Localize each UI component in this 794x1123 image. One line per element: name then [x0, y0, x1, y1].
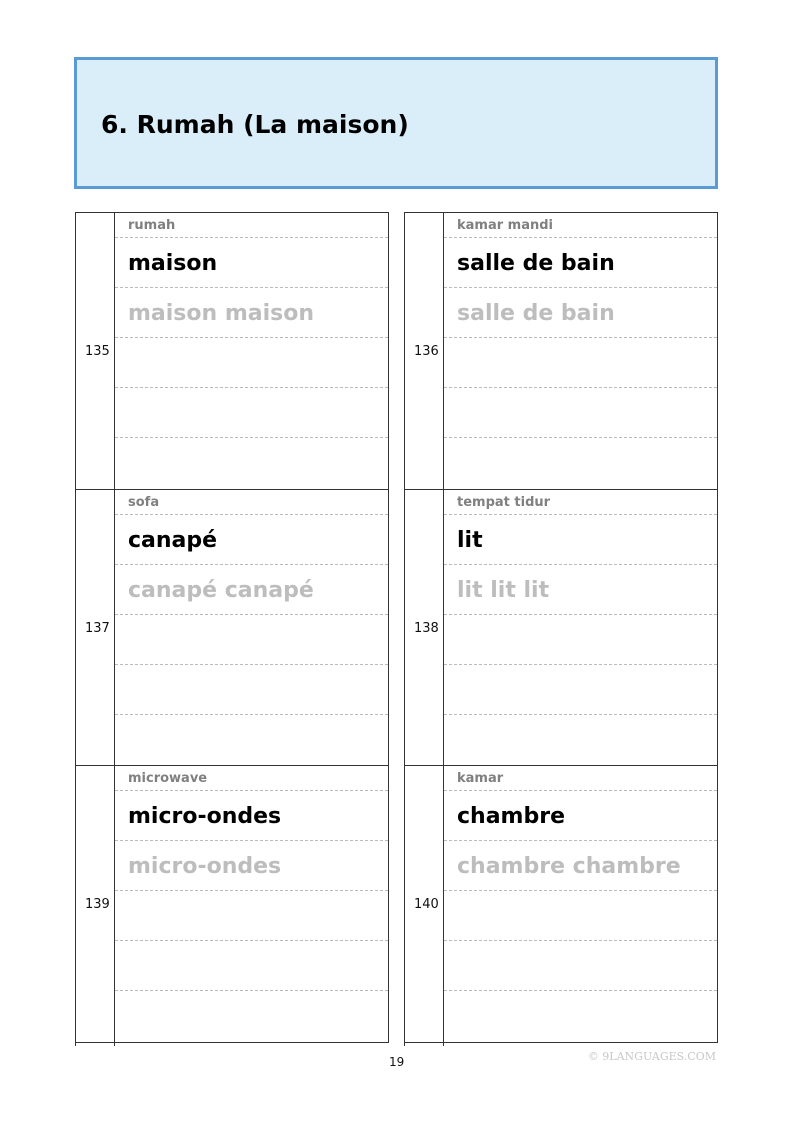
vocab-card	[75, 212, 389, 489]
writing-rows	[115, 490, 388, 766]
blank-writing-line	[115, 438, 388, 488]
page-number: 19	[389, 1055, 405, 1069]
card-number: 137	[85, 621, 110, 636]
blank-writing-line	[444, 388, 717, 438]
trace-row	[444, 841, 717, 891]
hint-word: sofa	[128, 495, 160, 510]
hint-row	[444, 490, 717, 515]
trace-row	[115, 841, 388, 891]
vocab-card	[75, 489, 389, 766]
table-tick	[404, 1042, 405, 1046]
blank-writing-line	[444, 665, 717, 715]
target-word: salle de bain	[457, 251, 615, 276]
vocab-card	[404, 212, 718, 489]
word-row	[444, 791, 717, 841]
hint-word: kamar mandi	[457, 218, 554, 233]
word-row	[115, 791, 388, 841]
blank-writing-line	[115, 715, 388, 765]
trace-word: maison maison	[128, 301, 315, 326]
vocab-card	[404, 489, 718, 766]
word-row	[444, 515, 717, 565]
vocab-card	[404, 765, 718, 1043]
chapter-title: 6. Rumah (La maison)	[101, 110, 409, 139]
target-word: micro-ondes	[128, 804, 282, 829]
card-number-column	[405, 766, 444, 1042]
table-tick	[443, 1042, 444, 1046]
hint-row	[444, 766, 717, 791]
word-row	[115, 238, 388, 288]
hint-word: microwave	[128, 771, 208, 786]
blank-writing-line	[444, 338, 717, 388]
word-row	[115, 515, 388, 565]
writing-rows	[115, 213, 388, 489]
trace-word: salle de bain	[457, 301, 615, 326]
blank-writing-line	[115, 615, 388, 665]
hint-word: rumah	[128, 218, 176, 233]
blank-writing-line	[115, 665, 388, 715]
hint-word: kamar	[457, 771, 504, 786]
blank-writing-line	[444, 991, 717, 1041]
table-tick	[75, 1042, 76, 1046]
blank-writing-line	[115, 338, 388, 388]
copyright-notice: © 9LANGUAGES.COM	[587, 1050, 716, 1063]
trace-word: lit lit lit	[457, 578, 550, 603]
card-number: 135	[85, 344, 110, 359]
card-number-column	[405, 213, 444, 489]
hint-row	[444, 213, 717, 238]
hint-word: tempat tidur	[457, 495, 551, 510]
writing-rows	[444, 213, 717, 489]
blank-writing-line	[444, 941, 717, 991]
blank-writing-line	[444, 715, 717, 765]
word-row	[444, 238, 717, 288]
target-word: chambre	[457, 804, 565, 829]
card-number: 140	[414, 897, 439, 912]
blank-writing-line	[444, 615, 717, 665]
writing-rows	[444, 766, 717, 1042]
trace-word: chambre chambre	[457, 854, 681, 879]
chapter-header	[74, 57, 718, 189]
blank-writing-line	[444, 891, 717, 941]
trace-row	[444, 288, 717, 338]
card-number-column	[405, 490, 444, 766]
trace-row	[115, 288, 388, 338]
writing-rows	[115, 766, 388, 1042]
card-number-column	[76, 766, 115, 1042]
card-number: 138	[414, 621, 439, 636]
card-number: 139	[85, 897, 110, 912]
blank-writing-line	[115, 991, 388, 1041]
blank-writing-line	[444, 438, 717, 488]
card-number: 136	[414, 344, 439, 359]
blank-writing-line	[115, 388, 388, 438]
card-number-column	[76, 490, 115, 766]
blank-writing-line	[115, 891, 388, 941]
trace-row	[444, 565, 717, 615]
target-word: canapé	[128, 528, 218, 553]
hint-row	[115, 490, 388, 515]
blank-writing-line	[115, 941, 388, 991]
target-word: maison	[128, 251, 218, 276]
writing-rows	[444, 490, 717, 766]
trace-word: micro-ondes	[128, 854, 282, 879]
trace-row	[115, 565, 388, 615]
hint-row	[115, 766, 388, 791]
target-word: lit	[457, 528, 483, 553]
hint-row	[115, 213, 388, 238]
trace-word: canapé canapé	[128, 578, 314, 603]
table-tick	[114, 1042, 115, 1046]
vocab-card	[75, 765, 389, 1043]
card-number-column	[76, 213, 115, 489]
